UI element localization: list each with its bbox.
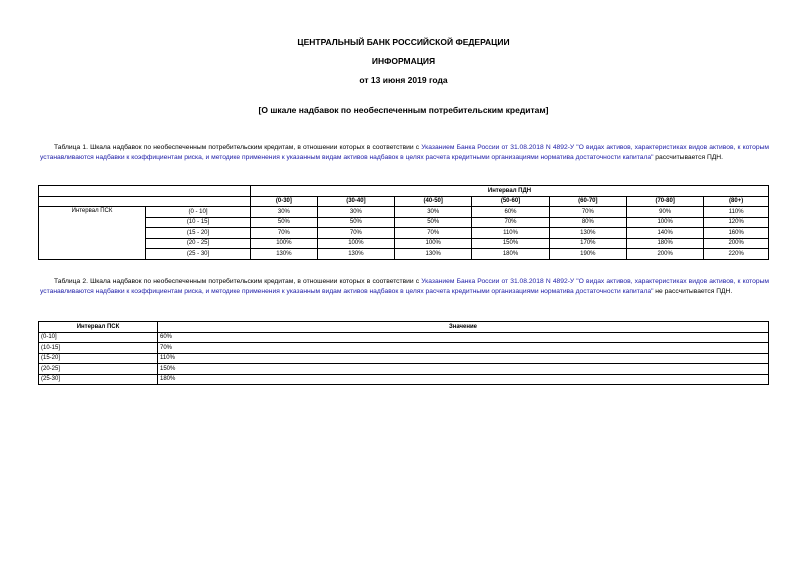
table-row — [39, 353, 769, 364]
value-cell: 130% — [395, 249, 472, 260]
table1 — [38, 185, 769, 260]
value-cell: 180% — [626, 238, 703, 249]
regulation-link-1[interactable]: Указанием Банка России от 31.08.2018 N 4892-У "О видах активов, характеристиках видов активов, к которым устанавливаются надбавки к коэффициентам риска, и методике применения к указанным видам активов надбавок в целях расчета кредитными организациями норматива достаточности капитала" — [40, 144, 770, 161]
table1-corner-cell — [39, 186, 251, 197]
pdn-column-header: (0-30] — [251, 196, 318, 207]
psk-range-cell: (25 - 30] — [146, 249, 251, 260]
value-cell: 110% — [158, 353, 769, 364]
value-header: Значение — [158, 322, 769, 333]
pdn-interval-header: Интервал ПДН — [251, 186, 769, 197]
value-cell: 220% — [704, 249, 769, 260]
table-row — [39, 217, 769, 228]
value-cell: 140% — [626, 228, 703, 239]
value-cell: 180% — [158, 374, 769, 385]
psk-range-cell: (10-15] — [39, 343, 158, 354]
table-row — [39, 249, 769, 260]
table1-header-row — [39, 186, 769, 197]
value-cell: 130% — [251, 249, 318, 260]
value-cell: 100% — [317, 238, 394, 249]
table-row — [39, 343, 769, 354]
value-cell: 60% — [472, 207, 549, 218]
value-cell: 30% — [317, 207, 394, 218]
pdn-column-header: (80+) — [704, 196, 769, 207]
doc-date: от 13 июня 2019 года — [359, 75, 448, 85]
value-cell: 190% — [549, 249, 626, 260]
value-cell: 180% — [472, 249, 549, 260]
value-cell: 100% — [626, 217, 703, 228]
table-row — [39, 374, 769, 385]
value-cell: 70% — [158, 343, 769, 354]
value-cell: 130% — [317, 249, 394, 260]
value-cell: 120% — [704, 217, 769, 228]
value-cell: 80% — [549, 217, 626, 228]
value-cell: 30% — [395, 207, 472, 218]
value-cell: 50% — [251, 217, 318, 228]
pdn-column-header: (70-80] — [626, 196, 703, 207]
table-row — [39, 364, 769, 375]
table2-intro — [40, 277, 769, 296]
value-cell: 100% — [251, 238, 318, 249]
table1-intro — [40, 143, 769, 162]
table1-intro-end: рассчитывается ПДН. — [653, 153, 723, 161]
psk-range-cell: (15-20] — [39, 353, 158, 364]
table1-columns-row — [39, 196, 769, 207]
pdn-column-header: (30-40] — [317, 196, 394, 207]
pdn-column-header: (60-70] — [549, 196, 626, 207]
table2-intro-end: не рассчитывается ПДН. — [653, 287, 733, 295]
value-cell: 70% — [317, 228, 394, 239]
table-row — [39, 332, 769, 343]
value-cell: 150% — [158, 364, 769, 375]
value-cell: 60% — [158, 332, 769, 343]
value-cell: 70% — [549, 207, 626, 218]
psk-range-cell: (25-30] — [39, 374, 158, 385]
table2 — [38, 321, 769, 385]
regulation-link-2[interactable]: Указанием Банка России от 31.08.2018 N 4892-У "О видах активов, характеристиках видов активов, к которым устанавливаются надбавки к коэффициентам риска, и методике применения к указанным видам активов надбавок в целях расчета кредитными организациями норматива достаточности капитала" — [40, 278, 770, 295]
value-cell: 200% — [626, 249, 703, 260]
value-cell: 30% — [251, 207, 318, 218]
psk-range-cell: (20-25] — [39, 364, 158, 375]
table1-corner-cell — [39, 196, 251, 207]
value-cell: 70% — [395, 228, 472, 239]
table-row — [39, 228, 769, 239]
value-cell: 110% — [472, 228, 549, 239]
table1-intro-text: Таблица 1. Шкала надбавок по необеспеченным потребительским кредитам, в отношении которых в соответствии с — [54, 144, 422, 151]
table-row — [39, 207, 769, 218]
value-cell: 100% — [395, 238, 472, 249]
value-cell: 50% — [395, 217, 472, 228]
table2-body — [39, 322, 769, 385]
value-cell: 70% — [251, 228, 318, 239]
psk-range-cell: (10 - 15] — [146, 217, 251, 228]
doc-type: ИНФОРМАЦИЯ — [371, 56, 436, 66]
table-row — [39, 238, 769, 249]
org-name: ЦЕНТРАЛЬНЫЙ БАНК РОССИЙСКОЙ ФЕДЕРАЦИИ — [297, 37, 510, 47]
psk-range-cell: (0 - 10] — [146, 207, 251, 218]
value-cell: 50% — [317, 217, 394, 228]
value-cell: 160% — [704, 228, 769, 239]
psk-interval-label: Интервал ПСК — [39, 207, 146, 260]
value-cell: 200% — [704, 238, 769, 249]
value-cell: 110% — [704, 207, 769, 218]
psk-range-cell: (0-10] — [39, 332, 158, 343]
table1-body — [39, 186, 769, 260]
doc-title: [О шкале надбавок по необеспеченным потребительским кредитам] — [258, 105, 549, 115]
psk-range-cell: (15 - 20] — [146, 228, 251, 239]
pdn-column-header: (40-50] — [395, 196, 472, 207]
value-cell: 130% — [549, 228, 626, 239]
value-cell: 90% — [626, 207, 703, 218]
value-cell: 170% — [549, 238, 626, 249]
value-cell: 150% — [472, 238, 549, 249]
value-cell: 70% — [472, 217, 549, 228]
psk-range-cell: (20 - 25] — [146, 238, 251, 249]
pdn-column-header: (50-60] — [472, 196, 549, 207]
table2-header-row — [39, 322, 769, 333]
table2-intro-text: Таблица 2. Шкала надбавок по необеспеченным потребительским кредитам, в отношении которых в соответствии с — [54, 278, 422, 285]
psk-interval-header: Интервал ПСК — [39, 322, 158, 333]
